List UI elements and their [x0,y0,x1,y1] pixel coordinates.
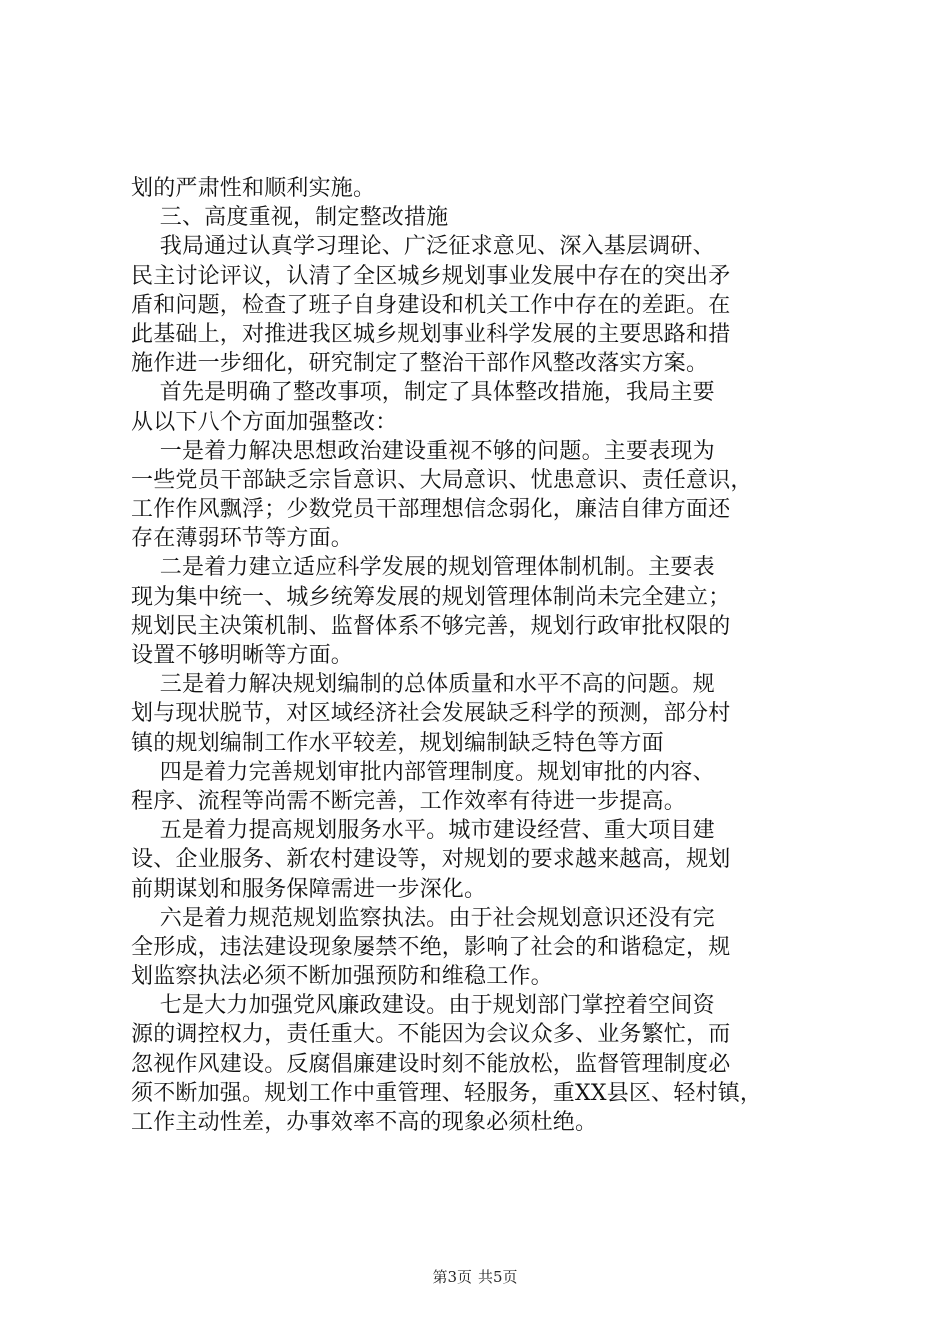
text-line: 六是着力规范规划监察执法。由于社会规划意识还没有完 [131,905,715,931]
text-line: 工作主动性差，办事效率不高的现象必须杜绝。 [131,1110,598,1135]
text-line: 一是着力解决思想政治建设重视不够的问题。主要表现为 [131,438,715,464]
text-line: 此基础上，对推进我区城乡规划事业科学发展的主要思路和措 [131,321,731,347]
text-line: 民主讨论评议，认清了全区城乡规划事业发展中存在的突出矛 [131,263,731,289]
text-line: 程序、流程等尚需不断完善，工作效率有待进一步提高。 [131,788,687,814]
text-line: 现为集中统一、城乡统筹发展的规划管理体制尚未完全建立； [131,584,731,610]
text-line: 镇的规划编制工作水平较差，规划编制缺乏特色等方面 [131,730,664,756]
text-line: 划与现状脱节，对区域经济社会发展缺乏科学的预测，部分村 [131,701,731,727]
text-line: 二是着力建立适应科学发展的规划管理体制机制。主要表 [131,555,715,581]
text-line: 存在薄弱环节等方面。 [131,526,354,552]
text-line: 工作作风飘浮；少数党员干部理想信念弱化，廉洁自律方面还 [131,497,731,523]
text-line: 从以下八个方面加强整改： [131,409,398,435]
text-line: 三是着力解决规划编制的总体质量和水平不高的问题。规 [131,672,715,698]
text-line: 全形成，违法建设现象屡禁不绝，影响了社会的和谐稳定，规 [131,934,731,960]
text-line: 设置不够明晰等方面。 [131,643,354,668]
text-line: 七是大力加强党风廉政建设。由于规划部门掌控着空间资 [131,993,715,1019]
section-heading: 三、高度重视，制定整改措施 [131,205,449,231]
text-line: 我局通过认真学习理论、广泛征求意见、深入基层调研、 [131,234,715,260]
page-number: 第3页 [432,1268,472,1286]
text-line: 前期谋划和服务保障需进一步深化。 [131,876,487,902]
text-line: 须不断加强。规划工作中重管理、轻服务，重XX县区、轻村镇， [131,1080,763,1106]
text-line: 源的调控权力，责任重大。不能因为会议众多、业务繁忙，而 [131,1022,731,1048]
document-body [131,174,831,1137]
text-line: 忽视作风建设。反腐倡廉建设时刻不能放松，监督管理制度必 [131,1051,731,1077]
text-line: 盾和问题，检查了班子自身建设和机关工作中存在的差距。在 [131,292,731,318]
text-line: 划监察执法必须不断加强预防和维稳工作。 [131,964,553,990]
text-line: 一些党员干部缺乏宗旨意识、大局意识、忧患意识、责任意识， [131,467,753,493]
text-line: 施作进一步细化，研究制定了整治干部作风整改落实方案。 [131,351,709,377]
text-line: 五是着力提高规划服务水平。城市建设经营、重大项目建 [131,818,715,844]
text-line: 划的严肃性和顺利实施。 [131,176,376,201]
page-footer [0,1267,950,1287]
text-line: 设、企业服务、新农村建设等，对规划的要求越来越高，规划 [131,847,731,873]
text-line: 四是着力完善规划审批内部管理制度。规划审批的内容、 [131,759,715,785]
text-line: 首先是明确了整改事项，制定了具体整改措施，我局主要 [131,380,715,406]
text-line: 规划民主决策机制、监督体系不够完善，规划行政审批权限的 [131,613,731,639]
page-total: 共5页 [478,1268,518,1286]
